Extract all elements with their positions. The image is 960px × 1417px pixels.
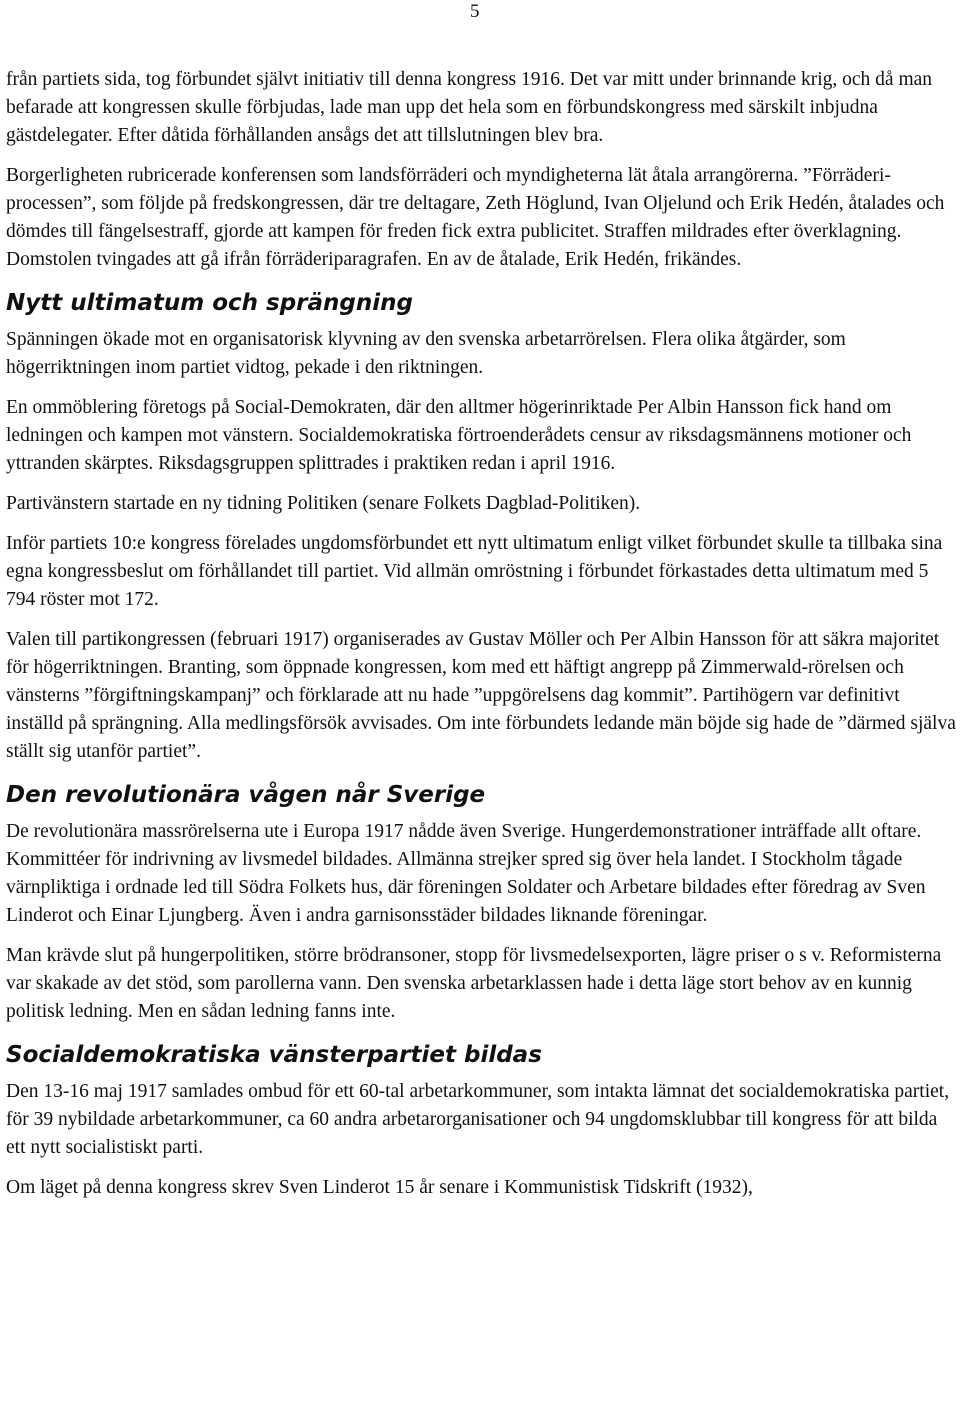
paragraph: Den 13-16 maj 1917 samlades ombud för ett 60-tal arbetarkommuner, som intakta lämnat det socialdemokratiska partiet, för 39 nybildade arbetarkommuner, ca 60 andra arbetarorganisationer och 94 ungdomsklubbar till kongress för att bilda ett nytt socialistiskt parti. [6,1081,950,1158]
section-heading: Den revolutionära vågen når Sverige [6,782,486,808]
document-body [6,66,956,1214]
paragraph: Partivänstern startade en ny tidning Politiken (senare Folkets Dagblad-Politiken). [6,493,641,514]
paragraph: Borgerligheten rubricerade konferensen som landsförräderi och myndigheterna lät åtala arrangörerna. ”Förräderi-processen”, som följde på fredskongressen, där tre deltagare, Zeth Höglund, Ivan Oljelund och Erik Hedén, åtalades och dömdes till fängelsestraff, gjorde att kampen för freden fick extra publicitet. Straffen mildrades efter överklagning. Domstolen tvingades att gå ifrån förräderiparagrafen. En av de åtalade, Erik Hedén, frikändes. [6,165,945,270]
paragraph: Man krävde slut på hungerpolitiken, större brödransoner, stopp för livsmedelsexporten, lägre priser o s v. Reformisterna var skakade av det stöd, som parollerna vann. Den svenska arbetarklassen hade i detta läge stort behov av en kunnig politisk ledning. Men en sådan ledning fanns inte. [6,945,942,1022]
paragraph: De revolutionära massrörelserna ute i Europa 1917 nådde även Sverige. Hungerdemonstrationer inträffade allt oftare. Kommittéer för indrivning av livsmedel bildades. Allmänna strejker spred sig över hela landet. I Stockholm tågade värnpliktiga i ordnade led till Södra Folkets hus, där föreningen Soldater och Arbetare bildades efter föredrag av Sven Linderot och Einar Ljungberg. Även i andra garnisonsstäder bildades liknande föreningar. [6,821,926,926]
paragraph: Inför partiets 10:e kongress förelades ungdomsförbundet ett nytt ultimatum enligt vilket förbundet skulle ta tillbaka sina egna kongressbeslut om förhållandet till partiet. Vid allmän omröstning i förbundet förkastades detta ultimatum med 5 794 röster mot 172. [6,533,943,610]
section-heading: Nytt ultimatum och sprängning [6,290,413,316]
paragraph: Valen till partikongressen (februari 1917) organiserades av Gustav Möller och Per Albin Hansson för att säkra majoritet för högerriktningen. Branting, som öppnade kongressen, kom med ett häftigt angrepp på Zimmerwald-rörelsen och vänsterns ”förgiftningskampanj” och förklarade att nu hade ”uppgörelsens dag kommit”. Partihögern var definitivt inställd på sprängning. Alla medlingsförsök avvisades. Om inte förbundets ledande män böjde sig hade de ”därmed själva ställt sig utanför partiet”. [6,629,956,762]
section-heading: Socialdemokratiska vänsterpartiet bildas [6,1042,542,1068]
paragraph: Spänningen ökade mot en organisatorisk klyvning av den svenska arbetarrörelsen. Flera olika åtgärder, som högerriktningen inom partiet vidtog, pekade i den riktningen. [6,329,846,378]
page-number: 5 [470,1,480,22]
paragraph: Om läget på denna kongress skrev Sven Linderot 15 år senare i Kommunistisk Tidskrift (1932), [6,1177,753,1198]
paragraph: En ommöblering företogs på Social-Demokraten, där den alltmer högerinriktade Per Albin Hansson fick hand om ledningen och kampen mot vänstern. Socialdemokratiska förtroenderådets censur av riksdagsmännens motioner och yttranden skärptes. Riksdagsgruppen splittrades i praktiken redan i april 1916. [6,397,912,474]
paragraph: från partiets sida, tog förbundet självt initiativ till denna kongress 1916. Det var mitt under brinnande krig, och då man befarade att kongressen skulle förbjudas, lade man upp det hela som en förbundskongress med särskilt inbjudna gästdelegater. Efter dåtida förhållanden ansågs det att tillslutningen blev bra. [6,69,933,146]
